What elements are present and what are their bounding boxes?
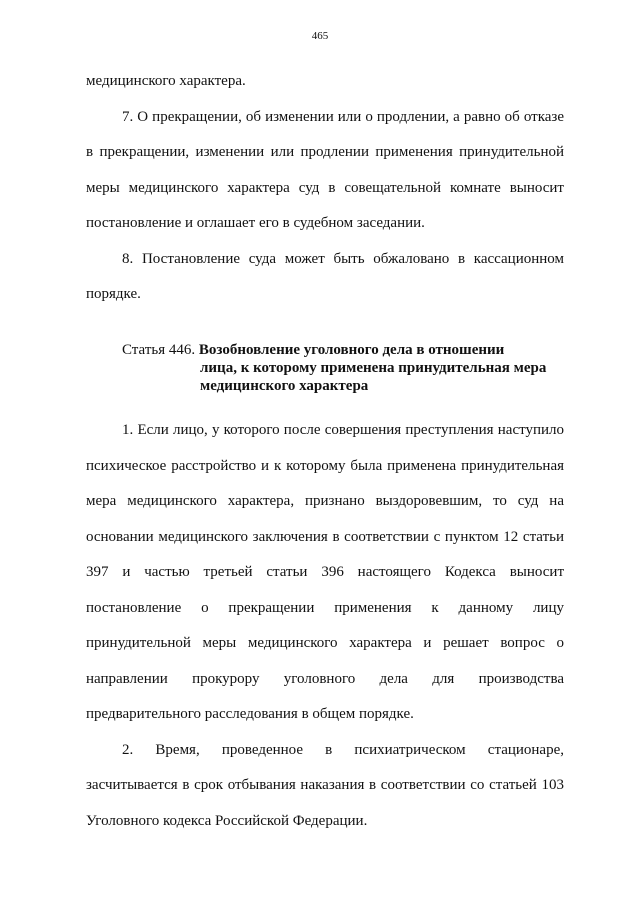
section-text-bottom bbox=[86, 413, 564, 839]
section-text-top bbox=[86, 64, 564, 313]
page-number: 465 bbox=[311, 30, 329, 42]
paragraph-continuation: медицинского характера. bbox=[86, 73, 246, 89]
paragraph-2: 2. Время, проведенное в психиатрическом стационаре, засчитывается в срок отбывания наказания в соответствии со статьей 103 Уголовного кодекса Российской Федерации. bbox=[86, 741, 564, 829]
article-title-line-1: Возобновление уголовного дела в отношении bbox=[198, 342, 505, 358]
article-number: Статья 446. bbox=[122, 342, 196, 358]
article-title-line-2: лица, к которому применена принудительная мера bbox=[200, 360, 547, 376]
paragraph-7: 7. О прекращении, об изменении или о продлении, а равно об отказе в прекращении, изменении или продлении применения принудительной меры медицинского характера суд в совещательной комнате выносит постановление и оглашает его в судебном заседании. bbox=[86, 108, 564, 231]
paragraph-8: 8. Постановление суда может быть обжаловано в кассационном порядке. bbox=[86, 250, 564, 302]
article-title-line-3: медицинского характера bbox=[200, 378, 369, 394]
article-heading bbox=[122, 341, 582, 395]
paragraph-1: 1. Если лицо, у которого после совершения преступления наступило психическое расстройство и к которому была применена принудительная мера медицинского характера, признано выздоровевшим, то суд на основании медицинского заключения в соответствии с пунктом 12 статьи 397 и частью третьей статьи 396 настоящего Кодекса выносит постановление о прекращении применения к данному лицу принудительной меры медицинского характера и решает вопрос о направлении прокурору уголовного дела для производства предварительного расследования в общем порядке. bbox=[86, 422, 564, 722]
